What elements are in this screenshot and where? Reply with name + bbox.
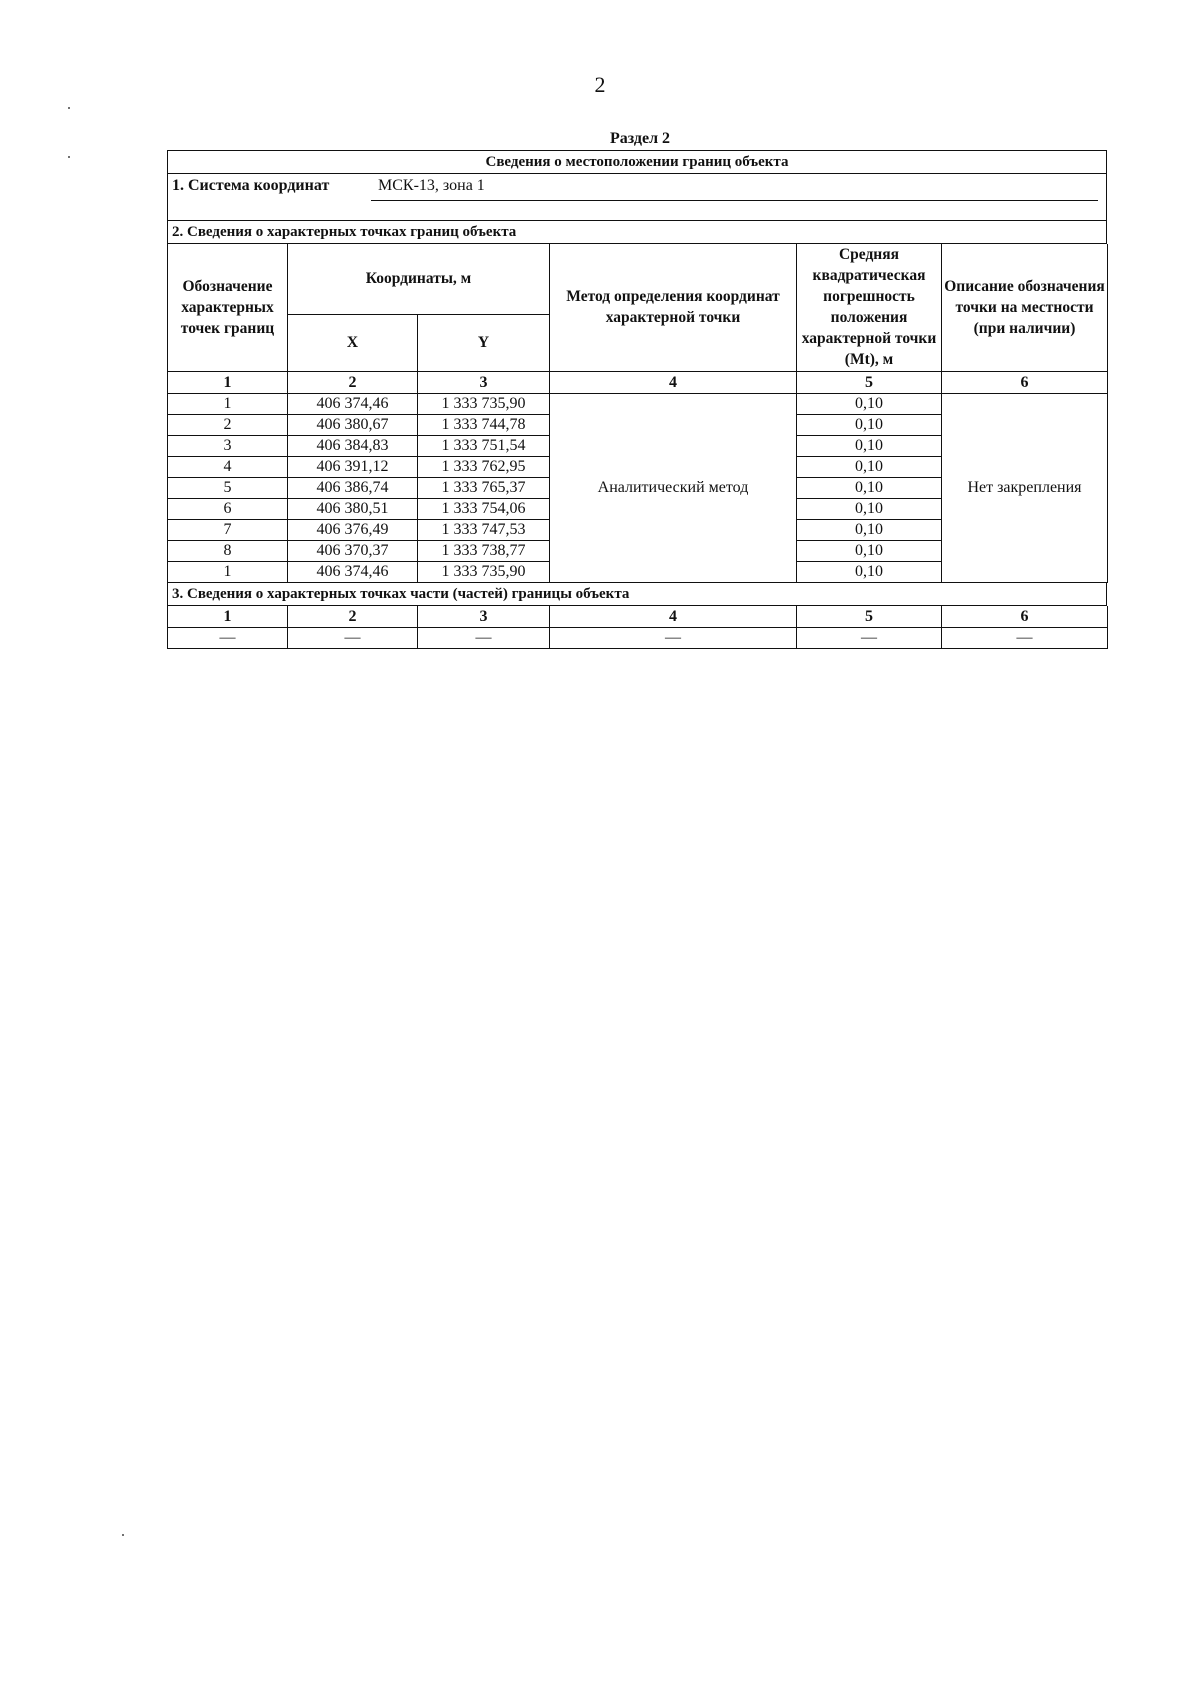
y-coordinate: 1 333 747,53 <box>418 519 550 540</box>
column-number: 4 <box>550 371 797 393</box>
scan-speck <box>68 107 70 109</box>
x-coordinate: 406 386,74 <box>288 477 418 498</box>
x-coordinate: 406 380,51 <box>288 498 418 519</box>
empty-cell: — <box>797 627 942 648</box>
part-points-table <box>167 606 1108 649</box>
column-number: 6 <box>942 606 1108 628</box>
mt-value: 0,10 <box>797 498 942 519</box>
scan-speck <box>68 156 70 158</box>
y-coordinate: 1 333 738,77 <box>418 540 550 561</box>
empty-cell: — <box>168 627 288 648</box>
description-cell: Нет закрепления <box>942 393 1108 582</box>
point-number: 3 <box>168 435 288 456</box>
x-coordinate: 406 376,49 <box>288 519 418 540</box>
mt-value: 0,10 <box>797 393 942 414</box>
column-number: 2 <box>288 606 418 628</box>
x-coordinate: 406 384,83 <box>288 435 418 456</box>
column-number: 4 <box>550 606 797 628</box>
column-number: 3 <box>418 606 550 628</box>
point-number: 6 <box>168 498 288 519</box>
point-number: 4 <box>168 456 288 477</box>
header-coordinates: Координаты, м <box>288 244 550 314</box>
empty-cell: — <box>288 627 418 648</box>
column-number: 5 <box>797 371 942 393</box>
header-designation: Обозначение характерных точек границ <box>168 244 288 371</box>
mt-value: 0,10 <box>797 414 942 435</box>
sheet-frame <box>167 150 1107 244</box>
point-number: 5 <box>168 477 288 498</box>
header-error: Средняя квадратическая погрешность положения характерной точки (Mt), м <box>797 244 942 371</box>
x-coordinate: 406 370,37 <box>288 540 418 561</box>
mt-value: 0,10 <box>797 435 942 456</box>
part-column-numbers-row <box>168 606 1108 628</box>
column-number: 5 <box>797 606 942 628</box>
table-row <box>168 393 1108 414</box>
coordinate-system-underline <box>371 200 1098 201</box>
block-title: Сведения о местоположении границ объекта <box>168 151 1106 174</box>
coordinate-system-row <box>168 174 1106 221</box>
x-coordinate: 406 391,12 <box>288 456 418 477</box>
coordinate-system-value: МСК-13, зона 1 <box>378 177 485 194</box>
point-number: 1 <box>168 393 288 414</box>
parts-section-frame <box>167 583 1107 606</box>
mt-value: 0,10 <box>797 477 942 498</box>
mt-value: 0,10 <box>797 456 942 477</box>
header-description: Описание обозначения точки на местности (при наличии) <box>942 244 1108 371</box>
header-y: Y <box>418 314 550 371</box>
column-number: 3 <box>418 371 550 393</box>
boundary-points-table <box>167 244 1108 583</box>
point-number: 2 <box>168 414 288 435</box>
point-number: 8 <box>168 540 288 561</box>
x-coordinate: 406 374,46 <box>288 561 418 582</box>
y-coordinate: 1 333 754,06 <box>418 498 550 519</box>
scan-speck <box>122 1534 124 1536</box>
points-section-title: 2. Сведения о характерных точках границ объекта <box>168 221 1106 244</box>
y-coordinate: 1 333 762,95 <box>418 456 550 477</box>
page-number: 2 <box>594 72 606 97</box>
parts-section-title: 3. Сведения о характерных точках части (частей) границы объекта <box>168 583 1106 606</box>
x-coordinate: 406 380,67 <box>288 414 418 435</box>
mt-value: 0,10 <box>797 561 942 582</box>
y-coordinate: 1 333 735,90 <box>418 561 550 582</box>
section-title: Раздел 2 <box>609 130 671 147</box>
mt-value: 0,10 <box>797 540 942 561</box>
y-coordinate: 1 333 751,54 <box>418 435 550 456</box>
method-cell: Аналитический метод <box>550 393 797 582</box>
coordinate-system-label: 1. Система координат <box>172 177 330 194</box>
column-number: 1 <box>168 371 288 393</box>
header-method: Метод определения координат характерной точки <box>550 244 797 371</box>
column-number: 1 <box>168 606 288 628</box>
empty-cell: — <box>418 627 550 648</box>
header-x: X <box>288 314 418 371</box>
part-empty-row <box>168 627 1108 648</box>
y-coordinate: 1 333 744,78 <box>418 414 550 435</box>
empty-cell: — <box>550 627 797 648</box>
point-number: 7 <box>168 519 288 540</box>
column-number: 6 <box>942 371 1108 393</box>
mt-value: 0,10 <box>797 519 942 540</box>
x-coordinate: 406 374,46 <box>288 393 418 414</box>
column-number: 2 <box>288 371 418 393</box>
empty-cell: — <box>942 627 1108 648</box>
boundary-info-sheet <box>167 150 1107 649</box>
y-coordinate: 1 333 735,90 <box>418 393 550 414</box>
y-coordinate: 1 333 765,37 <box>418 477 550 498</box>
column-numbers-row <box>168 371 1108 393</box>
point-number: 1 <box>168 561 288 582</box>
